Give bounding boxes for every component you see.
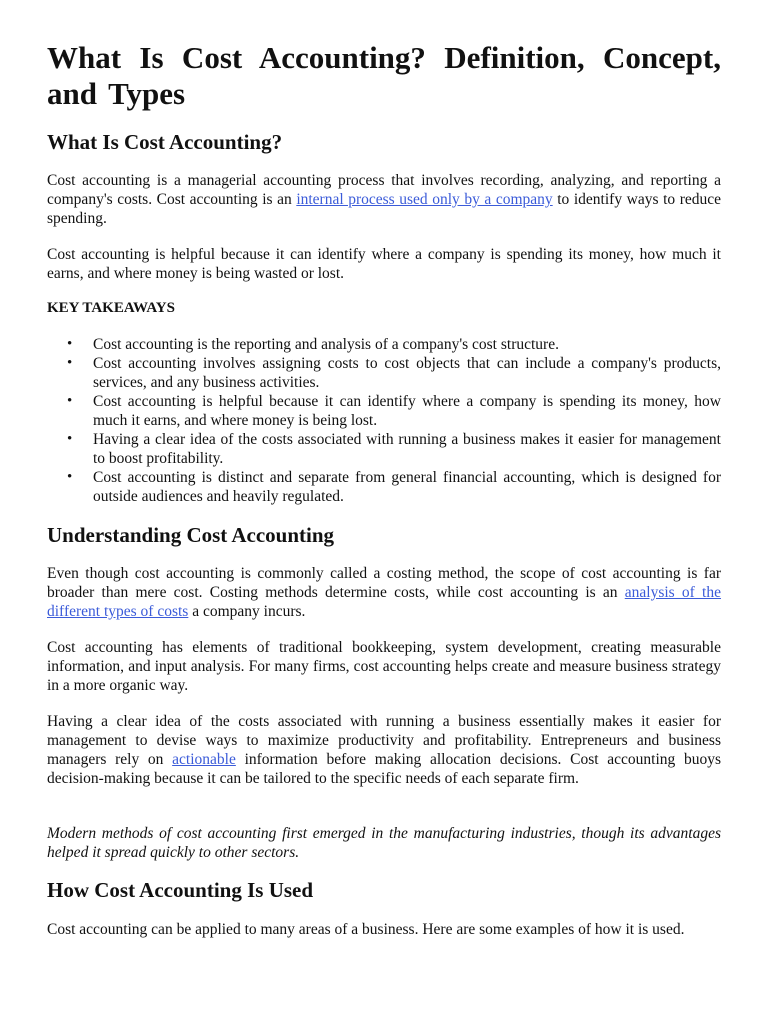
- paragraph-text: to identify ways to reduce spending.: [47, 191, 721, 227]
- page-title: [47, 40, 721, 112]
- paragraph-definition: [47, 171, 721, 228]
- paragraph-text: Even though cost accounting is commonly called a costing method, the scope of cost accounting is far broader than mere cost. Costing methods determine costs, while cost accounting is an: [47, 565, 721, 601]
- list-item: • Cost accounting involves assigning costs to cost objects that can include a company's products, services, and any business activities.: [47, 354, 721, 392]
- key-takeaways-list: [47, 335, 721, 506]
- link-internal-process[interactable]: internal process used only by a company: [296, 191, 553, 208]
- paragraph-how-used: Cost accounting can be applied to many areas of a business. Here are some examples of how it is used.: [47, 921, 685, 938]
- section-heading-what-is: What Is Cost Accounting?: [47, 130, 283, 154]
- list-item: • Cost accounting is helpful because it can identify where a company is spending its money, how much it earns, and where money is being lost.: [47, 392, 721, 430]
- page-title-line-1: What Is Cost Accounting? Definition, Concept,: [47, 40, 721, 75]
- paragraph-text: Having a clear idea of the costs associated with running a business essentially makes it easier for management to devise ways to maximize productivity and profitability. Entrepreneurs and business managers rely on: [47, 713, 721, 768]
- key-takeaways-label: KEY TAKEAWAYS: [47, 300, 175, 316]
- page-title-line-2: and Types: [47, 76, 186, 111]
- list-item: • Cost accounting is distinct and separate from general financial accounting, which is designed for outside audiences and heavily regulated.: [47, 468, 721, 506]
- list-item: • Having a clear idea of the costs associated with running a business makes it easier for management to boost profitability.: [47, 430, 721, 468]
- list-item: • Cost accounting is the reporting and analysis of a company's cost structure.: [47, 335, 721, 354]
- paragraph-helpful: Cost accounting is helpful because it can identify where a company is spending its money, how much it earns, and where money is being wasted or lost.: [47, 246, 721, 282]
- paragraph-elements: Cost accounting has elements of traditional bookkeeping, system development, creating measurable information, and input analysis. For many firms, cost accounting helps create and measure business strategy in a more organic way.: [47, 639, 721, 694]
- paragraph-scope: [47, 564, 721, 621]
- section-heading-how-used: How Cost Accounting Is Used: [47, 878, 314, 902]
- paragraph-text: a company incurs.: [188, 603, 306, 620]
- italic-note: Modern methods of cost accounting first emerged in the manufacturing industries, though its advantages helped it spread quickly to other sectors.: [47, 825, 721, 861]
- paragraph-clear-idea: [47, 712, 721, 788]
- paragraph-text: information before making allocation decisions. Cost accounting buoys decision-making because it can be tailored to the specific needs of each separate firm.: [47, 751, 721, 787]
- paragraph-text: Cost accounting is a managerial accounting process that involves recording, analyzing, and reporting a company's costs. Cost accounting is an: [47, 172, 721, 208]
- link-types-of-costs[interactable]: analysis of the different types of costs: [47, 584, 721, 620]
- section-heading-understanding: Understanding Cost Accounting: [47, 523, 335, 547]
- link-actionable[interactable]: actionable: [172, 751, 236, 768]
